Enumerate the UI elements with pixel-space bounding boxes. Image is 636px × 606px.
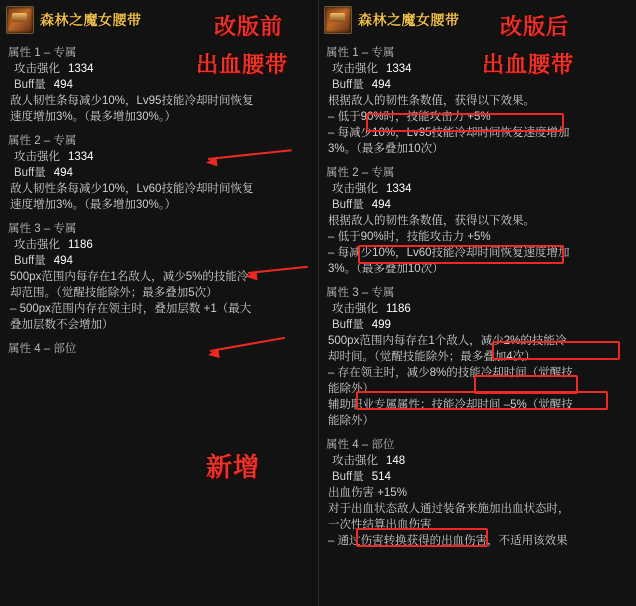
effect-line: 根据敌人的韧性条数值，获得以下效果。 [328,95,535,107]
highlight-box-attr3-c [356,391,608,410]
effect-line: 500px范围内每存在1个敌人，减少2%的技能冷 [328,335,567,347]
effect-line: – 每减少10%，Lv60技能冷却时间恢复速度增加 [328,247,570,259]
effect-line: 却范围。（觉醒技能除外；最多叠加5次） [10,287,218,299]
attr-title: 属性 1 – 专属 [8,47,77,59]
stat-key: Buff量 [332,471,364,483]
stat-value: 1334 [68,151,94,163]
attr-title: 属性 4 – 部位 [326,439,395,451]
stat-value: 514 [371,471,391,483]
stat-value: 494 [371,199,391,211]
annotation-after-title: 改版后 [500,14,570,39]
effect-line: 却时间。（觉醒技能除外；最多叠加4次） [328,351,536,363]
stat-key: 攻击强化 [332,303,378,315]
stat-key: Buff量 [332,199,364,211]
annotation-new-label: 新增 [206,452,261,482]
stat-row [326,197,628,213]
tooltip-body-before [0,38,318,363]
effect-line: 速度增加3%。（最多增加30%。） [10,111,177,123]
stat-value: 494 [53,167,73,179]
effect-line: 根据敌人的韧性条数值，获得以下效果。 [328,215,535,227]
effect-line: – 低于90%时，技能攻击力 +5% [328,231,491,243]
stat-value: 499 [371,319,391,331]
effect-line: 敌人韧性条每减少10%，Lv60技能冷却时间恢复 [10,183,254,195]
attr-title: 属性 2 – 专属 [326,167,395,179]
stat-value: 148 [386,455,406,467]
stat-value: 1334 [68,63,94,75]
effect-line: 能除外） [328,383,374,395]
annotation-after-subtitle: 出血腰带 [482,52,575,77]
effect-line: 能除外） [328,415,374,427]
effect-line: – 500px范围内存在领主时，叠加层数 +1（最大 [10,303,252,315]
stat-key: Buff量 [14,255,46,267]
stat-key: 攻击强化 [14,63,60,75]
stat-row [326,301,628,317]
effect-line: 500px范围内每存在1名敌人，减少5%的技能冷 [10,271,249,283]
effect-line: – 通过伤害转换获得的出血伤害，不适用该效果 [328,535,568,547]
highlight-box-attr2 [358,245,564,264]
stat-row [8,237,310,253]
stat-key: 攻击强化 [332,455,378,467]
highlight-box-attr4 [356,528,488,547]
stat-key: 攻击强化 [14,151,60,163]
stat-value: 494 [371,79,391,91]
stat-key: 攻击强化 [332,63,378,75]
stat-row [326,469,628,485]
item-name-after: 森林之魔女腰带 [358,12,460,28]
stat-key: 攻击强化 [332,183,378,195]
effect-line: – 每减少10%，Lv95技能冷却时间恢复速度增加 [328,127,570,139]
stat-value: 1186 [386,303,411,315]
item-name-before: 森林之魔女腰带 [40,12,142,28]
effect-line: 辅助职业专属属性：技能冷却时间 –5%（觉醒技 [328,399,573,411]
stat-row [326,181,628,197]
effect-line: 3%。（最多叠加10次） [328,263,444,275]
attr-title: 属性 3 – 专属 [326,287,395,299]
tooltip-panel-after [318,0,636,606]
stat-row [8,165,310,181]
effect-line: 叠加层数不会增加） [10,319,114,331]
stat-key: Buff量 [14,167,46,179]
stat-row [326,61,628,77]
annotation-before-subtitle: 出血腰带 [196,52,289,77]
attr-title: 属性 2 – 专属 [8,135,77,147]
stat-value: 1186 [68,239,93,251]
effect-line: – 存在领主时，减少8%的技能冷却时间（觉醒技 [328,367,573,379]
effect-line: 敌人韧性条每减少10%，Lv95技能冷却时间恢复 [10,95,254,107]
stat-value: 1334 [386,63,412,75]
effect-line: 速度增加3%。（最多增加30%。） [10,199,177,211]
stat-value: 494 [53,255,73,267]
stat-value: 1334 [386,183,412,195]
stat-row [8,77,310,93]
attr-title: 属性 1 – 专属 [326,47,395,59]
belt-icon [6,6,34,34]
highlight-box-attr3-a [492,341,620,360]
belt-icon [324,6,352,34]
effect-line: 3%。（最多叠加10次） [328,143,444,155]
effect-line: – 低于90%时，技能攻击力 +5% [328,111,491,123]
attr-title: 属性 4 – 部位 [8,343,77,355]
panel-divider [318,0,319,606]
stat-row [8,253,310,269]
stat-key: 攻击强化 [14,239,60,251]
stat-row [326,453,628,469]
attr-title: 属性 3 – 专属 [8,223,77,235]
stat-row [326,317,628,333]
stat-key: Buff量 [332,79,364,91]
stat-row [326,77,628,93]
effect-line: 一次性结算出血伤害 [328,519,432,531]
highlight-box-attr1 [366,113,564,132]
effect-line: 对于出血状态敌人通过装备来施加出血状态时， [328,503,570,515]
effect-line: 出血伤害 +15% [328,487,407,499]
stat-key: Buff量 [14,79,46,91]
annotation-before-title: 改版前 [214,14,284,39]
stat-key: Buff量 [332,319,364,331]
item-header-after [318,0,636,38]
stat-value: 494 [53,79,73,91]
